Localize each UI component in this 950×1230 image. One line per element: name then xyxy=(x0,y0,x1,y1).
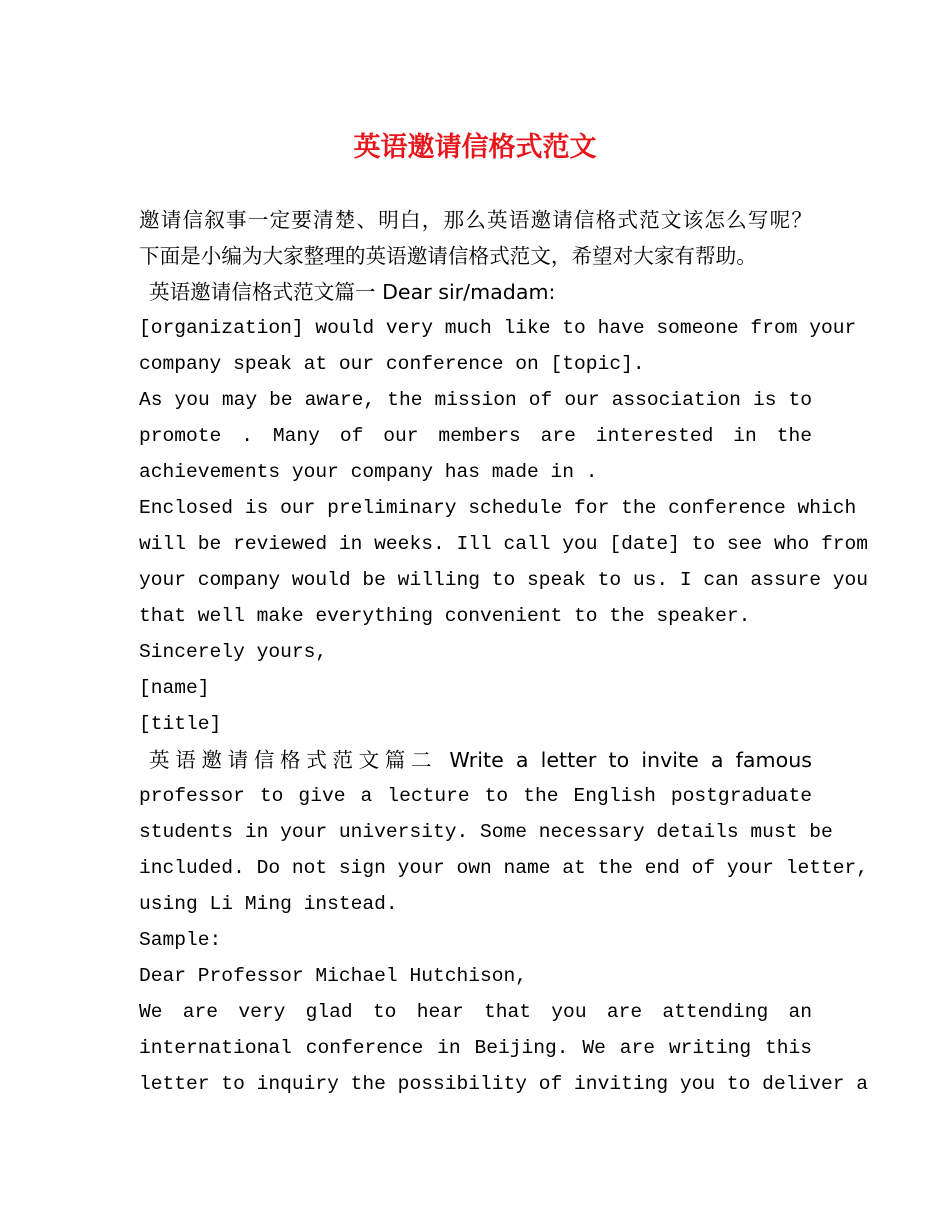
text-line: will be reviewed in weeks. Ill call you [date] to see who from xyxy=(139,533,869,555)
text-line: 英语邀请信格式范文篇二 Write a letter to invite a famous xyxy=(149,748,812,772)
text-line: that well make everything convenient to the speaker. xyxy=(139,605,751,627)
text-line: international conference in Beijing. We are writing this xyxy=(139,1037,812,1059)
document-title: 英语邀请信格式范文 xyxy=(353,132,597,163)
document-body xyxy=(139,202,869,1102)
text-line: [name] xyxy=(139,677,210,699)
text-line: Sincerely yours, xyxy=(139,641,328,663)
text-line: promote . Many of our members are interested in the xyxy=(139,425,812,447)
text-line: As you may be aware, the mission of our association is to xyxy=(139,389,812,411)
text-line: 邀请信叙事一定要清楚、明白，那么英语邀请信格式范文该怎么写呢？ xyxy=(139,208,812,232)
text-line: professor to give a lecture to the English postgraduate xyxy=(139,785,812,807)
text-line: Dear Professor Michael Hutchison, xyxy=(139,965,528,987)
text-line: your company would be willing to speak to us. I can assure you xyxy=(139,569,869,591)
text-line: [organization] would very much like to have someone from your xyxy=(139,317,857,339)
text-line: [title] xyxy=(139,713,222,735)
text-line: 下面是小编为大家整理的英语邀请信格式范文，希望对大家有帮助。 xyxy=(139,244,757,268)
text-line: We are very glad to hear that you are attending an xyxy=(139,1001,812,1023)
text-line: achievements your company has made in . xyxy=(139,461,598,483)
text-line: company speak at our conference on [topic]. xyxy=(139,353,645,375)
text-line: 英语邀请信格式范文篇一 Dear sir/madam: xyxy=(149,280,556,304)
text-line: included. Do not sign your own name at the end of your letter, xyxy=(139,857,869,879)
text-line: Sample: xyxy=(139,929,222,951)
text-line: students in your university. Some necessary details must be xyxy=(139,821,833,843)
text-line: Enclosed is our preliminary schedule for the conference which xyxy=(139,497,857,519)
text-line: using Li Ming instead. xyxy=(139,893,398,915)
text-line: letter to inquiry the possibility of inviting you to deliver a xyxy=(139,1073,869,1095)
